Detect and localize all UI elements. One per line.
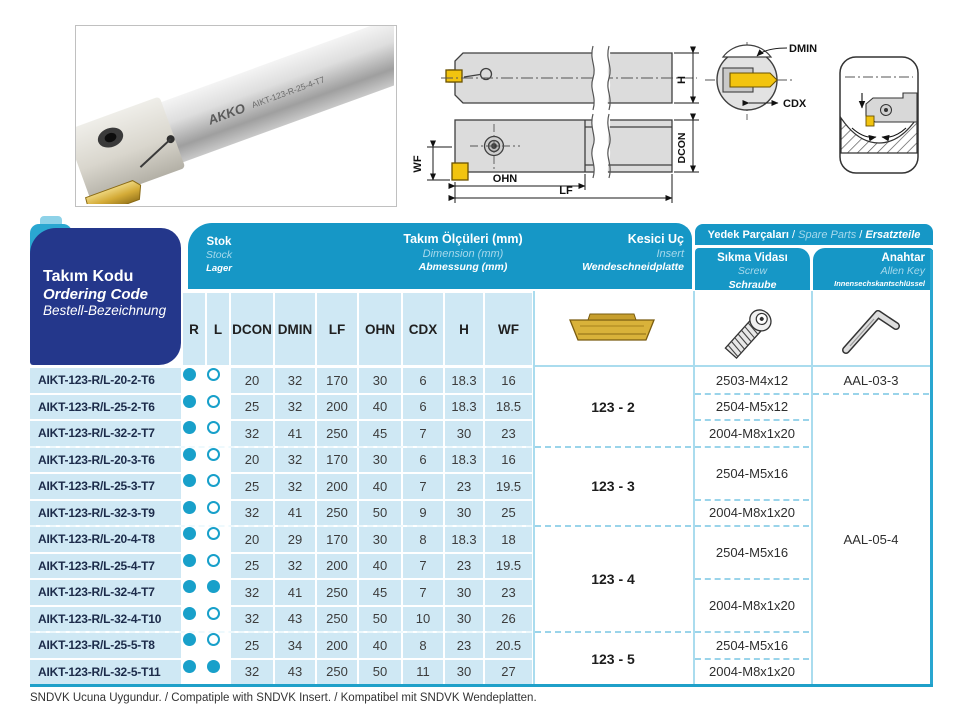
stock-cell-r xyxy=(183,368,196,381)
side-view xyxy=(446,53,672,103)
code-cell: AIKT-123-R/L-25-5-T8 xyxy=(30,633,181,658)
insert-front xyxy=(730,73,777,87)
dim-cell-dmin: 41 xyxy=(275,580,315,605)
dim-cell-cdx: 10 xyxy=(403,607,443,632)
stock-dot-l xyxy=(207,554,220,567)
dim-cell-wf: 19.5 xyxy=(485,554,532,579)
dim-cell-lf: 250 xyxy=(317,421,357,446)
dimensions-en: Dimension (mm) xyxy=(422,247,504,260)
spares-en: Spare Parts xyxy=(798,228,857,241)
dashed-separator xyxy=(695,499,809,501)
table-right-border xyxy=(930,250,933,687)
compatibility-footnote: SNDVK Ucuna Uygundur. / Compatiple with SNDVK Insert. / Kompatibel mit SNDVK Wendeplatten. xyxy=(30,692,537,704)
dimensions-header-band xyxy=(188,223,692,289)
stock-cell-l xyxy=(207,395,220,408)
dim-cell-dmin: 32 xyxy=(275,448,315,473)
dim-cell-wf: 23 xyxy=(485,421,532,446)
spares-tr: Yedek Parçaları xyxy=(707,228,789,241)
technical-drawing xyxy=(398,18,958,214)
group-separator xyxy=(30,446,532,448)
group-separator xyxy=(30,631,532,633)
dim-cell-lf: 170 xyxy=(317,368,357,393)
dashed-separator xyxy=(535,525,691,527)
dim-cell-cdx: 8 xyxy=(403,633,443,658)
allen-key-cell: AAL-03-3 xyxy=(813,368,929,393)
dim-cell-ohn: 45 xyxy=(359,421,401,446)
dim-cell-h: 18.3 xyxy=(445,448,483,473)
label-h: H xyxy=(676,76,688,84)
screw-cell: 2004-M8x1x20 xyxy=(695,660,809,685)
stock-cell-l xyxy=(207,474,220,487)
dim-cell-cdx: 6 xyxy=(403,448,443,473)
code-cell: AIKT-123-R/L-32-2-T7 xyxy=(30,421,181,446)
stock-header xyxy=(190,235,248,274)
spares-de: Ersatzteile xyxy=(865,228,921,241)
stock-cell-r xyxy=(183,474,196,487)
stock-cell-r xyxy=(183,633,196,646)
front-view xyxy=(705,42,792,120)
dim-cell-ohn: 50 xyxy=(359,501,401,526)
stock-cell-r xyxy=(183,395,196,408)
stock-cell-r xyxy=(183,607,196,620)
dim-col-header-dcon: DCON xyxy=(231,293,273,365)
brand-logo: AKKO xyxy=(206,100,248,128)
dim-cell-dmin: 29 xyxy=(275,527,315,552)
dim-col-header-lf: LF xyxy=(317,293,357,365)
allen-key-cell: AAL-05-4 xyxy=(813,395,929,685)
dim-cell-cdx: 7 xyxy=(403,421,443,446)
dim-cell-wf: 16 xyxy=(485,448,532,473)
dim-cell-cdx: 11 xyxy=(403,660,443,685)
dim-cell-h: 30 xyxy=(445,660,483,685)
stock-cell-l xyxy=(207,368,220,381)
label-lf: LF xyxy=(559,185,573,197)
code-cell: AIKT-123-R/L-25-2-T6 xyxy=(30,395,181,420)
dashed-separator xyxy=(695,393,809,395)
dim-cell-wf: 23 xyxy=(485,580,532,605)
screw-cell: 2504-M5x16 xyxy=(695,527,809,578)
dim-cell-dcon: 25 xyxy=(231,554,273,579)
dim-cell-dcon: 20 xyxy=(231,368,273,393)
dashed-separator xyxy=(695,419,809,421)
dim-col-header-h: H xyxy=(445,293,483,365)
stock-dot-r xyxy=(183,421,196,434)
dim-cell-dcon: 32 xyxy=(231,580,273,605)
dim-cell-lf: 170 xyxy=(317,448,357,473)
code-cell: AIKT-123-R/L-32-4-T10 xyxy=(30,607,181,632)
key-header-text xyxy=(813,251,925,288)
label-ohn: OHN xyxy=(492,173,518,185)
stock-cell-r xyxy=(183,448,196,461)
table-bottom-border xyxy=(30,684,933,687)
dim-cell-ohn: 30 xyxy=(359,527,401,552)
dim-cell-dcon: 20 xyxy=(231,448,273,473)
dim-cell-h: 30 xyxy=(445,580,483,605)
stock-dot-r xyxy=(183,633,196,646)
stock-dot-l xyxy=(207,368,220,381)
dim-cell-dcon: 20 xyxy=(231,527,273,552)
spare-parts-strip xyxy=(695,224,933,245)
dim-cell-dcon: 25 xyxy=(231,474,273,499)
dim-cell-dcon: 32 xyxy=(231,421,273,446)
dashed-separator xyxy=(695,658,809,660)
dim-cell-wf: 16 xyxy=(485,368,532,393)
screw-header-text xyxy=(695,251,810,292)
stock-dot-r xyxy=(183,527,196,540)
label-wf: WF xyxy=(412,155,424,173)
dim-cell-cdx: 6 xyxy=(403,395,443,420)
dim-cell-h: 23 xyxy=(445,474,483,499)
dim-cell-dmin: 41 xyxy=(275,501,315,526)
dim-cell-ohn: 40 xyxy=(359,395,401,420)
dim-cell-dmin: 34 xyxy=(275,633,315,658)
code-cell: AIKT-123-R/L-25-3-T7 xyxy=(30,474,181,499)
screw-cell: 2504-M5x16 xyxy=(695,633,809,658)
label-cdx: CDX xyxy=(783,98,807,110)
dim-cell-ohn: 30 xyxy=(359,448,401,473)
dim-cell-dmin: 43 xyxy=(275,607,315,632)
group-separator xyxy=(30,525,532,527)
screw-en: Screw xyxy=(737,265,768,278)
dim-cell-lf: 200 xyxy=(317,554,357,579)
stock-cell-l xyxy=(207,448,220,461)
screw-tr: Sıkma Vidası xyxy=(717,252,788,264)
stock-dot-r xyxy=(183,474,196,487)
stock-cell-l xyxy=(207,607,220,620)
dim-cell-cdx: 7 xyxy=(403,474,443,499)
dim-col-header-wf: WF xyxy=(485,293,532,365)
dim-cell-h: 18.3 xyxy=(445,368,483,393)
code-header-en: Ordering Code xyxy=(43,286,149,303)
insert-de: Wendeschneidplatte xyxy=(582,261,684,274)
dashed-separator xyxy=(695,446,809,448)
break-mark-top xyxy=(592,114,610,178)
insert-tr: Kesici Uç xyxy=(627,232,684,246)
dim-cell-cdx: 6 xyxy=(403,368,443,393)
stock-dot-r xyxy=(183,501,196,514)
dim-cell-ohn: 40 xyxy=(359,474,401,499)
stock-dot-l xyxy=(207,660,220,673)
key-tr: Anahtar xyxy=(881,252,925,264)
dim-cell-dmin: 32 xyxy=(275,368,315,393)
dashed-separator xyxy=(535,631,691,633)
insert-group-cell: 123 - 4 xyxy=(535,527,691,631)
stock-cell-r xyxy=(183,554,196,567)
dim-cell-lf: 200 xyxy=(317,395,357,420)
dim-cell-lf: 250 xyxy=(317,607,357,632)
separator: / xyxy=(856,228,866,241)
dim-cell-wf: 18 xyxy=(485,527,532,552)
dashed-separator xyxy=(813,393,929,395)
dimensions-tr: Takım Ölçüleri (mm) xyxy=(403,232,523,246)
dim-cell-cdx: 8 xyxy=(403,527,443,552)
stock-dot-r xyxy=(183,448,196,461)
stock-cell-l xyxy=(207,660,220,673)
dim-cell-ohn: 40 xyxy=(359,633,401,658)
stock-cell-l xyxy=(207,580,220,593)
dim-cell-lf: 250 xyxy=(317,660,357,685)
stock-cell-l xyxy=(207,421,220,434)
stock-dot-l xyxy=(207,395,220,408)
ordering-code-header xyxy=(30,228,181,365)
stock-cell-l xyxy=(207,554,220,567)
dim-cell-wf: 27 xyxy=(485,660,532,685)
code-cell: AIKT-123-R/L-32-3-T9 xyxy=(30,501,181,526)
code-cell: AIKT-123-R/L-25-4-T7 xyxy=(30,554,181,579)
dim-cell-h: 30 xyxy=(445,501,483,526)
stock-dot-l xyxy=(207,527,220,540)
code-cell: AIKT-123-R/L-20-3-T6 xyxy=(30,448,181,473)
dimensions-de: Abmessung (mm) xyxy=(418,261,508,274)
label-dcon: DCON xyxy=(676,132,688,164)
dim-col-header-ohn: OHN xyxy=(359,293,401,365)
stock-en: Stock xyxy=(205,249,233,262)
dim-cell-dmin: 41 xyxy=(275,421,315,446)
allen-key-icon xyxy=(838,300,904,358)
dim-cell-h: 23 xyxy=(445,633,483,658)
application-schematic xyxy=(840,57,918,173)
insert-icon xyxy=(560,304,664,350)
screw-header xyxy=(695,248,810,290)
stock-dot-r xyxy=(183,368,196,381)
screw-de: Schraube xyxy=(728,278,777,291)
dim-cell-lf: 200 xyxy=(317,633,357,658)
dashed-separator xyxy=(695,525,809,527)
dim-cell-h: 18.3 xyxy=(445,395,483,420)
insert-header xyxy=(494,232,684,275)
dim-cell-wf: 19.5 xyxy=(485,474,532,499)
code-cell: AIKT-123-R/L-32-5-T11 xyxy=(30,660,181,685)
break-mark-side xyxy=(592,46,610,110)
stock-dot-l xyxy=(207,607,220,620)
dim-cell-lf: 250 xyxy=(317,501,357,526)
dim-cell-h: 18.3 xyxy=(445,527,483,552)
tool-photo-svg xyxy=(76,26,394,204)
code-header-tr: Takım Kodu xyxy=(43,268,134,285)
stock-tr: Stok xyxy=(206,236,232,248)
insert-group-cell: 123 - 5 xyxy=(535,633,691,684)
stock-de: Lager xyxy=(206,262,232,274)
dim-cell-dcon: 32 xyxy=(231,660,273,685)
code-cell: AIKT-123-R/L-20-4-T8 xyxy=(30,527,181,552)
dim-cell-dcon: 32 xyxy=(231,607,273,632)
dashed-separator xyxy=(695,578,809,580)
key-de: Innensechskantschlüssel xyxy=(834,278,925,288)
dim-cell-lf: 250 xyxy=(317,580,357,605)
code-cell: AIKT-123-R/L-32-4-T7 xyxy=(30,580,181,605)
dim-cell-h: 23 xyxy=(445,554,483,579)
dim-cell-dmin: 32 xyxy=(275,395,315,420)
stock-cell-r xyxy=(183,501,196,514)
dim-cell-ohn: 45 xyxy=(359,580,401,605)
insert-top xyxy=(452,163,468,180)
dim-cell-wf: 20.5 xyxy=(485,633,532,658)
screw-cell: 2004-M8x1x20 xyxy=(695,580,809,631)
stock-dot-l xyxy=(207,633,220,646)
screw-cell: 2503-M4x12 xyxy=(695,368,809,393)
stock-dot-l xyxy=(207,501,220,514)
insert-group-cell: 123 - 2 xyxy=(535,368,691,446)
top-view xyxy=(452,120,672,180)
stock-dot-r xyxy=(183,607,196,620)
dim-cell-wf: 26 xyxy=(485,607,532,632)
stock-dot-r xyxy=(183,580,196,593)
dim-cell-lf: 200 xyxy=(317,474,357,499)
screw-cell: 2004-M8x1x20 xyxy=(695,501,809,526)
dim-cell-lf: 170 xyxy=(317,527,357,552)
dim-cell-ohn: 50 xyxy=(359,607,401,632)
stock-dot-l xyxy=(207,580,220,593)
dim-cell-wf: 18.5 xyxy=(485,395,532,420)
stock-cell-r xyxy=(183,580,196,593)
dim-cell-dcon: 32 xyxy=(231,501,273,526)
dim-wf xyxy=(427,147,452,180)
stock-dot-r xyxy=(183,395,196,408)
dashed-separator xyxy=(695,631,809,633)
stock-cell-l xyxy=(207,633,220,646)
dim-cell-cdx: 7 xyxy=(403,580,443,605)
screw-cell: 2504-M5x12 xyxy=(695,395,809,420)
dimension-column-headers xyxy=(183,293,532,365)
screw-cell: 2504-M5x16 xyxy=(695,448,809,499)
dim-cell-ohn: 40 xyxy=(359,554,401,579)
stock-dot-l xyxy=(207,421,220,434)
dim-col-header-cdx: CDX xyxy=(403,293,443,365)
row-separator xyxy=(533,365,933,367)
stock-dot-r xyxy=(183,554,196,567)
allen-key-header xyxy=(813,248,933,290)
dim-cell-cdx: 7 xyxy=(403,554,443,579)
stock-cell-l xyxy=(207,527,220,540)
insert-en: Insert xyxy=(656,247,684,260)
dim-cell-h: 30 xyxy=(445,421,483,446)
stock-cell-r xyxy=(183,421,196,434)
tool-shaft xyxy=(76,26,394,204)
stock-cell-r xyxy=(183,527,196,540)
insert-group-cell: 123 - 3 xyxy=(535,448,691,526)
dim-cell-ohn: 50 xyxy=(359,660,401,685)
dashed-separator xyxy=(535,446,691,448)
stock-cell-l xyxy=(207,501,220,514)
stock-dot-r xyxy=(183,660,196,673)
code-header-de: Bestell-Bezeichnung xyxy=(43,303,167,318)
stock-cell-r xyxy=(183,660,196,673)
key-en: Allen Key xyxy=(880,265,925,278)
tool-marking: AIKT-123-R-25-4-T7 xyxy=(250,74,327,110)
dim-col-header-l: L xyxy=(207,293,229,365)
dim-cell-cdx: 9 xyxy=(403,501,443,526)
dim-cell-ohn: 30 xyxy=(359,368,401,393)
code-cell: AIKT-123-R/L-20-2-T6 xyxy=(30,368,181,393)
insert-side xyxy=(446,70,462,82)
dim-col-header-r: R xyxy=(183,293,205,365)
stock-dot-l xyxy=(207,474,220,487)
dim-cell-h: 30 xyxy=(445,607,483,632)
dim-col-header-dmin: DMIN xyxy=(275,293,315,365)
tool-photo xyxy=(75,25,397,207)
dim-cell-dmin: 43 xyxy=(275,660,315,685)
label-dmin: DMIN xyxy=(789,43,818,55)
screw-cell: 2004-M8x1x20 xyxy=(695,421,809,446)
screw-icon xyxy=(716,298,788,360)
dim-cell-dmin: 32 xyxy=(275,474,315,499)
stock-dot-l xyxy=(207,448,220,461)
dim-cell-wf: 25 xyxy=(485,501,532,526)
dim-cell-dcon: 25 xyxy=(231,633,273,658)
dim-cell-dcon: 25 xyxy=(231,395,273,420)
separator: / xyxy=(788,228,799,241)
dim-cell-dmin: 32 xyxy=(275,554,315,579)
